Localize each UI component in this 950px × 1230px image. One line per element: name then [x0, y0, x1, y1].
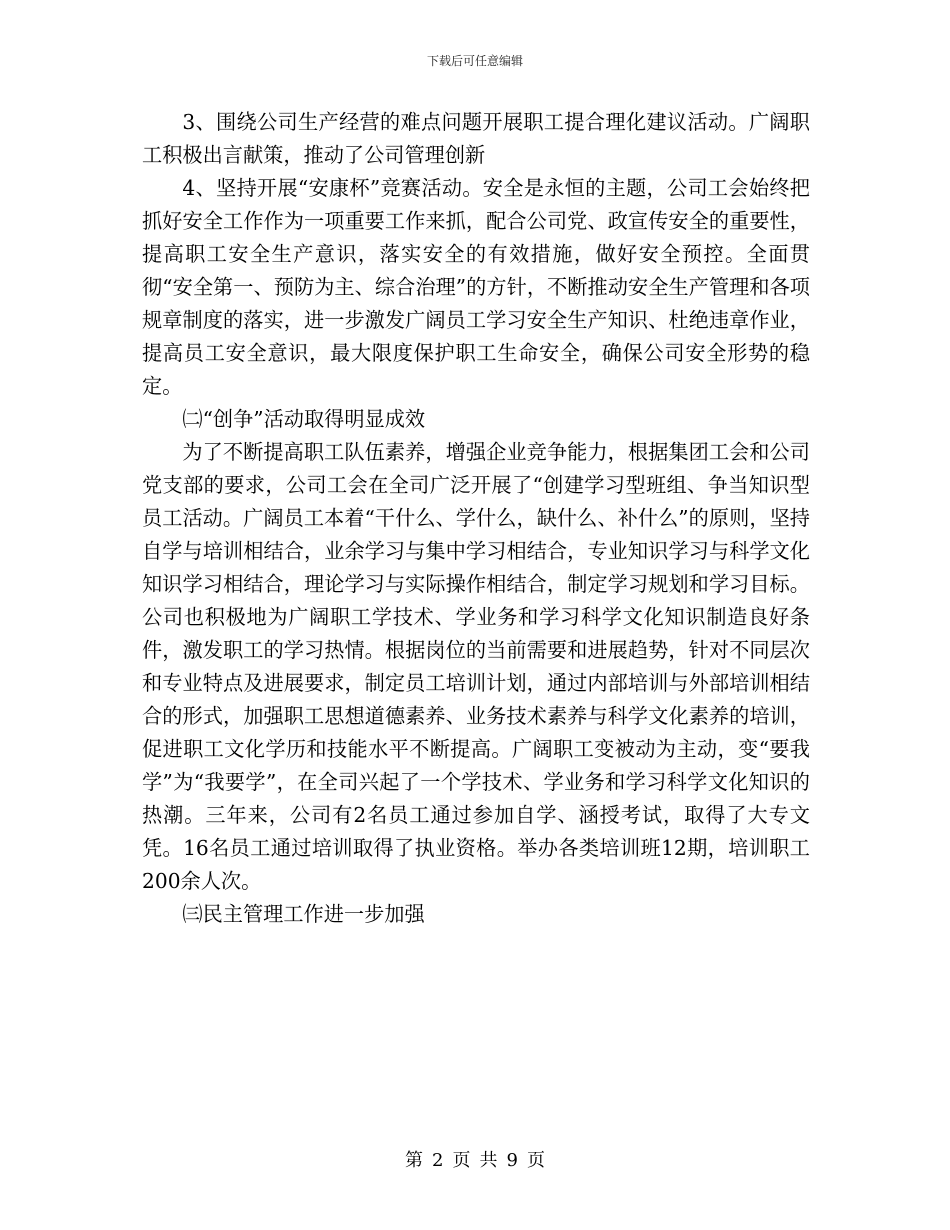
paragraph-item-3: 3、围绕公司生产经营的难点问题开展职工提合理化建议活动。广阔职工积极出言献策，推动了公司管理创新 [142, 110, 810, 167]
footer-prefix: 第 [405, 1150, 424, 1171]
page-footer [0, 1146, 950, 1172]
section-heading-3: ㈢民主管理工作进一步加强 [182, 902, 425, 926]
section-heading-2: ㈡“创争”活动取得明显成效 [182, 407, 426, 431]
page-header: 下载后可任意编辑 [426, 54, 523, 68]
footer-page-number: 2 [432, 1150, 444, 1171]
paragraph-section-2-body: 为了不断提高职工队伍素养，增强企业竞争能力，根据集团工会和公司党支部的要求，公司工会在全司广泛开展了“创建学习型班组、争当知识型员工活动。广阔员工本着“干什么、学什么，缺什么、补什么”的原则，坚持自学与培训相结合，业余学习与集中学习相结合，专业知识学习与科学文化知识学习相结合，理论学习与实际操作相结合，制定学习规划和学习目标。公司也积极地为广阔职工学技术、学业务和学习科学文化知识制造良好条件，激发职工的学习热情。根据岗位的当前需要和进展趋势，针对不同层次和专业特点及进展要求，制定员工培训计划，通过内部培训与外部培训相结合的形式，加强职工思想道德素养、业务技术素养与科学文化素养的培训，促进职工文化学历和技能水平不断提高。广阔职工变被动为主动，变“要我学”为“我要学”，在全司兴起了一个学技术、学业务和学习科学文化知识的热潮。三年来，公司有2名员工通过参加自学、涵授考试，取得了大专文凭。16名员工通过培训取得了执业资格。举办各类培训班12期，培训职工200余人次。 [142, 440, 810, 893]
footer-total-label: 共 [479, 1150, 498, 1171]
footer-total-pages: 9 [506, 1150, 518, 1171]
footer-page-label: 页 [452, 1150, 471, 1171]
paragraph-item-4: 4、坚持开展“安康杯”竞赛活动。安全是永恒的主题，公司工会始终把抓好安全工作作为一项重要工作来抓，配合公司党、政宣传安全的重要性，提高职工安全生产意识，落实安全的有效措施，做好安全预控。全面贯彻“安全第一、预防为主、综合治理”的方针，不断推动安全生产管理和各项规章制度的落实，进一步激发广阔员工学习安全生产知识、杜绝违章作业，提高员工安全意识，最大限度保护职工生命安全，确保公司安全形势的稳定。 [142, 176, 810, 398]
footer-suffix: 页 [526, 1150, 545, 1171]
document-body [142, 106, 810, 931]
